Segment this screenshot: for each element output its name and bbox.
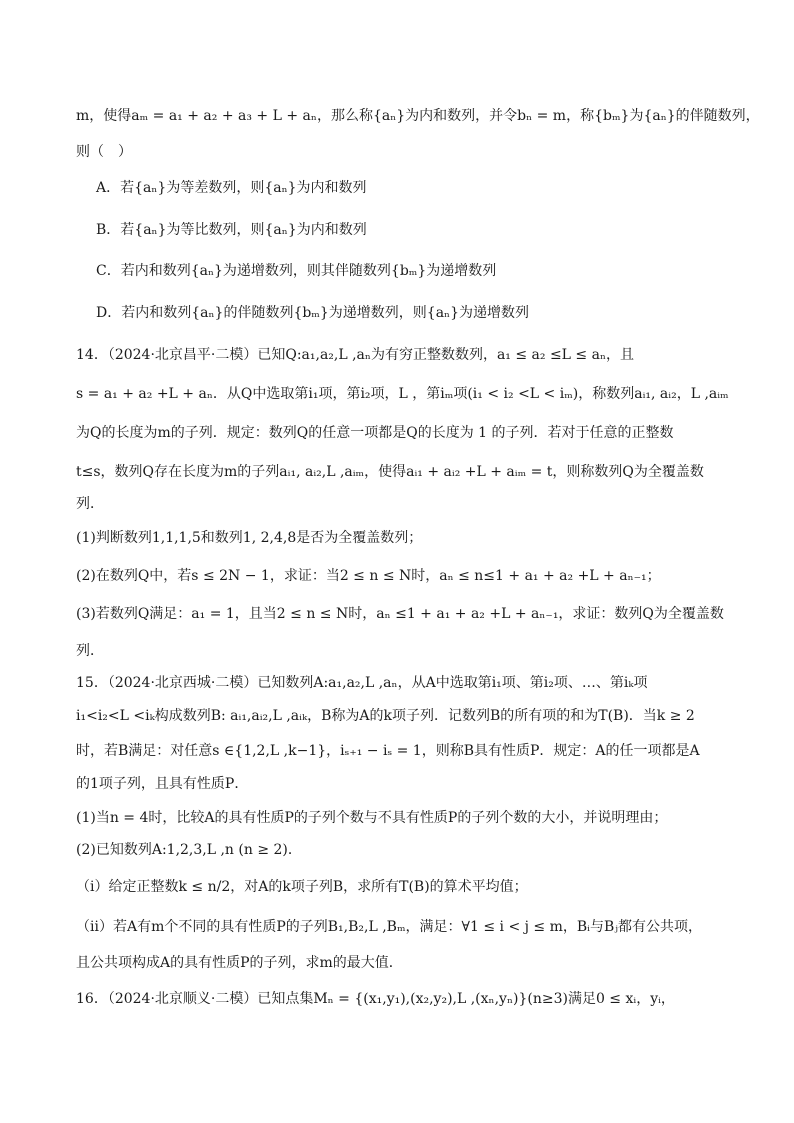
q15-stem-line: 的1项子列，且具有性质P． xyxy=(76,776,249,792)
q13-option-a: A．若{aₙ}为等差数列，则{aₙ}为内和数列 xyxy=(96,180,367,196)
q15-stem-line: i₁<i₂<L <iₖ构成数列B: aᵢ₁,aᵢ₂,L ,aᵢₖ，B称为A的k项子列．记数列B的所有项的和为T(B)．当k ≥ 2 xyxy=(76,708,695,724)
q13-option-c: C．若内和数列{aₙ}为递增数列，则其伴随数列{bₘ}为递增数列 xyxy=(96,263,497,279)
q16-stem-line: 16．（2024·北京顺义·二模）已知点集Mₙ = {(x₁,y₁),(x₂,y₂),L ,(xₙ,yₙ)}(n≥3)满足0 ≤ xᵢ，yᵢ， xyxy=(76,991,675,1007)
q13-option-d: D．若内和数列{aₙ}的伴随数列{bₘ}为递增数列，则{aₙ}为递增数列 xyxy=(96,305,530,321)
q15-part-2-i: （ⅰ）给定正整数k ≤ n/2，对A的k项子列B，求所有T(B)的算术平均值； xyxy=(76,879,528,895)
q15-part-2: (2)已知数列A:1,2,3,L ,n (n ≥ 2)． xyxy=(76,842,302,858)
q15-stem-line: 15．（2024·北京西城·二模）已知数列A:a₁,a₂,L ,aₙ，从A中选取第i₁项、第i₂项、…、第iₖ项 xyxy=(76,675,648,691)
q14-stem-line: 为Q的长度为m的子列．规定：数列Q的任意一项都是Q的长度为 1 的子列．若对于任意的正整数 xyxy=(76,425,674,441)
q15-part-2-ii-end: 且公共项构成A的具有性质P的子列，求m的最大值． xyxy=(76,955,403,971)
q13-stem-line: m，使得aₘ = a₁ + a₂ + a₃ + L + aₙ，那么称{aₙ}为内和数列，并令bₙ = m，称{bₘ}为{aₙ}的伴随数列， xyxy=(76,108,760,124)
q14-stem-line: 列． xyxy=(76,496,104,512)
q15-part-2-ii: （ⅱ）若A有m个不同的具有性质P的子列B₁,B₂,L ,Bₘ，满足：∀1 ≤ i < j ≤ m，Bᵢ与Bⱼ都有公共项， xyxy=(76,919,702,935)
q14-part-1: (1)判断数列1,1,1,5和数列1, 2,4,8是否为全覆盖数列； xyxy=(76,530,423,546)
q14-part-3: (3)若数列Q满足：a₁ = 1，且当2 ≤ n ≤ N时，aₙ ≤1 + a₁ + a₂ +L + aₙ₋₁，求证：数列Q为全覆盖数 xyxy=(76,606,724,622)
q14-stem-line: t≤s，数列Q存在长度为m的子列aᵢ₁, aᵢ₂,L ,aᵢₘ，使得aᵢ₁ + aᵢ₂ +L + aᵢₘ = t，则称数列Q为全覆盖数 xyxy=(76,464,704,480)
q13-option-b: B．若{aₙ}为等比数列，则{aₙ}为内和数列 xyxy=(96,222,367,238)
q13-stem-end: 则（ ） xyxy=(76,144,132,160)
q15-stem-line: 时，若B满足：对任意s ∈{1,2,L ,k−1}，iₛ₊₁ − iₛ = 1，则称B具有性质P．规定：A的任一项都是A xyxy=(76,743,700,759)
q14-stem-line: 14．（2024·北京昌平·二模）已知Q:a₁,a₂,L ,aₙ为有穷正整数数列，a₁ ≤ a₂ ≤L ≤ aₙ，且 xyxy=(76,347,635,363)
q14-part-3-end: 列． xyxy=(76,643,104,659)
q15-part-1: (1)当n = 4时，比较A的具有性质P的子列个数与不具有性质P的子列个数的大小，并说明理由； xyxy=(76,810,668,826)
q14-part-2: (2)在数列Q中，若s ≤ 2N − 1，求证：当2 ≤ n ≤ N时，aₙ ≤ n≤1 + a₁ + a₂ +L + aₙ₋₁； xyxy=(76,568,661,584)
q14-stem-line: s = a₁ + a₂ +L + aₙ．从Q中选取第i₁项，第i₂项，L ，第iₘ项(i₁ < i₂ <L < iₘ)，称数列aᵢ₁, aᵢ₂，L ,aᵢₘ xyxy=(76,386,729,402)
